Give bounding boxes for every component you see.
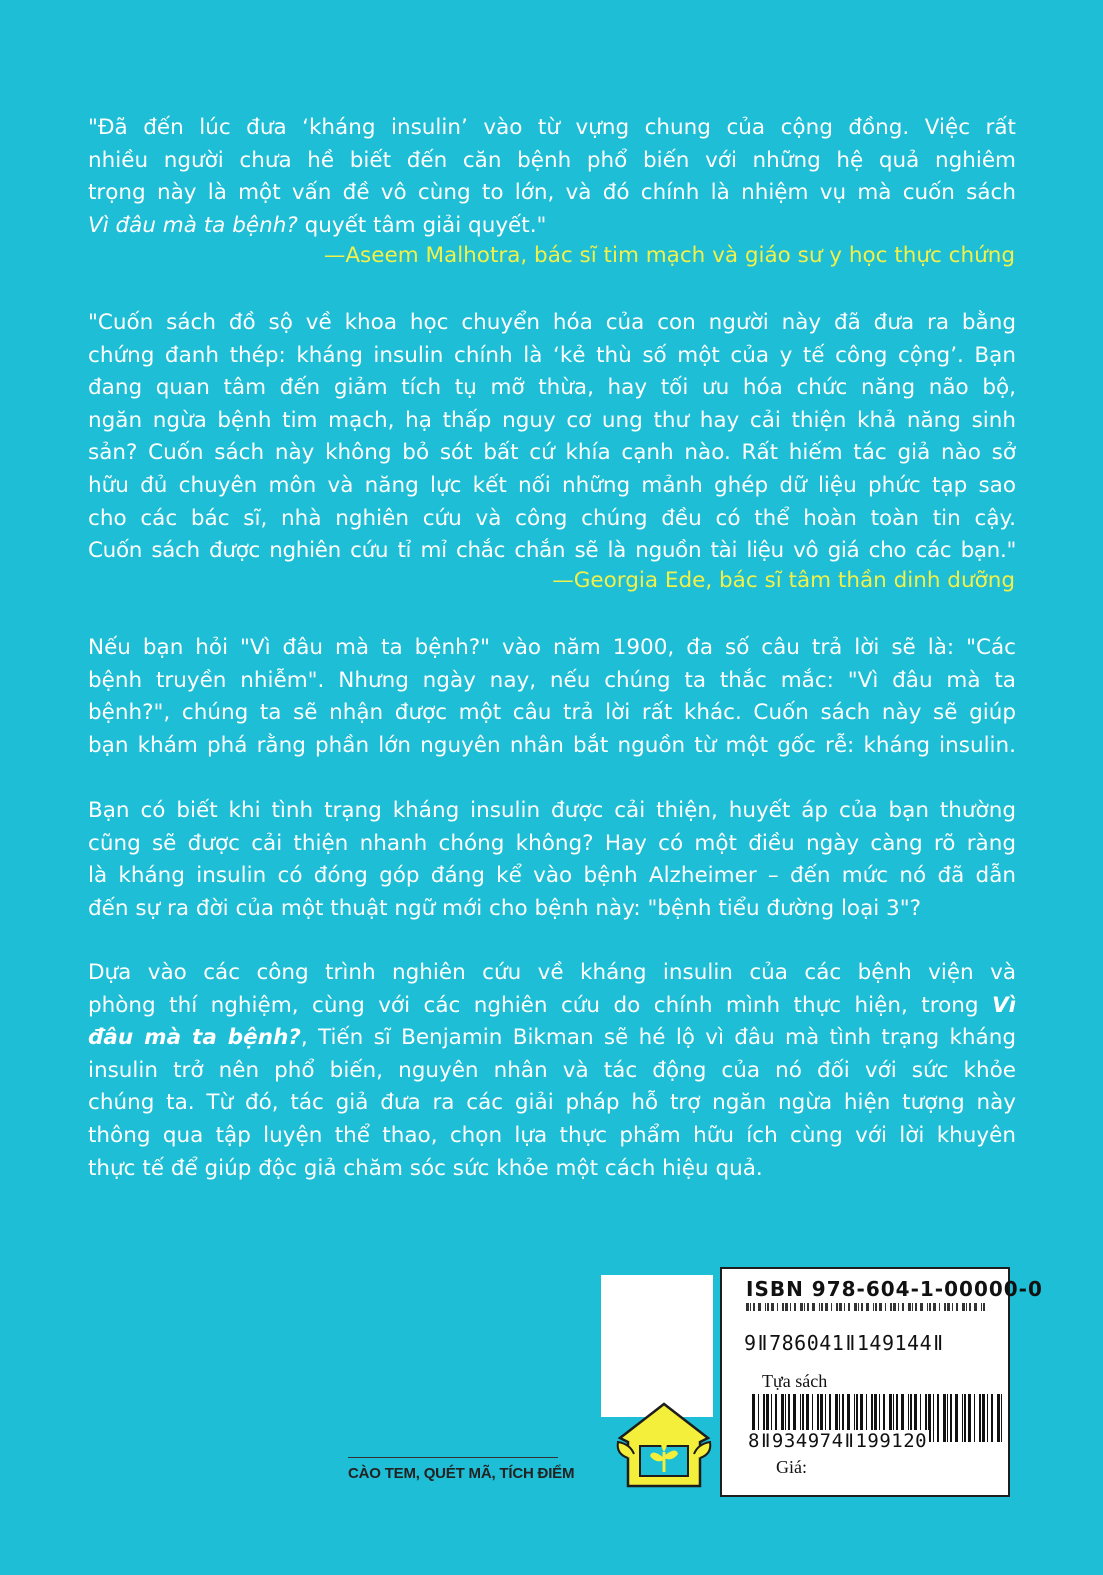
text-line: Cuốn sách được nghiên cứu tỉ mỉ chắc chắn sẽ là nguồn tài liệu vô giá cho các bạn." — [88, 538, 1016, 564]
ean-barcode-digits: 8ǁ934974ǁ199120 — [748, 1430, 928, 1452]
text-line: bệnh truyền nhiễm". Nhưng ngày nay, nếu chúng ta thắc mắc: "Vì đâu mà ta — [88, 667, 1016, 693]
isbn-barcode-digits: 9ǁ786041ǁ149144ǁ — [744, 1331, 945, 1355]
book-title: đâu mà ta bệnh? — [88, 1025, 301, 1051]
title-label: Tựa sách — [762, 1371, 828, 1391]
text-line: bệnh?", chúng ta sẽ nhận được một câu trả lời rất khác. Cuốn sách này sẽ giúp — [88, 700, 1016, 726]
quote-malhotra — [88, 112, 1016, 242]
text-line: "Cuốn sách đồ sộ về khoa học chuyển hóa của con người này đã đưa ra bằng — [88, 310, 1016, 335]
text-line: "Đã đến lúc đưa ‘kháng insulin’ vào từ vựng chung của cộng đồng. Việc rất — [88, 115, 1016, 140]
text-line: ngăn ngừa bệnh tim mạch, hạ thấp nguy cơ ung thư hay cải thiện khả năng sinh — [88, 407, 1016, 433]
text-line: sản? Cuốn sách này không bỏ sót bất cứ khía cạnh nào. Rất hiếm tác giả nào sở — [88, 440, 1016, 466]
text-line: insulin trở nên phổ biến, nguyên nhân và tác động của nó đối với sức khỏe — [88, 1057, 1016, 1083]
text-line: bạn khám phá rằng phần lớn nguyên nhân bắt nguồn từ một gốc rễ: kháng insulin. — [88, 732, 1016, 758]
sticker-area — [601, 1275, 713, 1417]
book-title: Vì — [991, 992, 1016, 1018]
text-span: phòng thí nghiệm, cùng với các nghiên cứu do chính mình thực hiện, trong — [88, 992, 992, 1018]
text-line: là kháng insulin có đóng góp đáng kể vào bệnh Alzheimer – đến mức nó đã dẫn — [88, 863, 1016, 889]
barcode-panel — [720, 1267, 1043, 1497]
text-line: hữu đủ chuyên môn và năng lực kết nối những mảnh ghép dữ liệu phức tạp sao — [88, 472, 1016, 498]
text-line: trọng này là một vấn đề vô cùng to lớn, và đó chính là nhiệm vụ mà cuốn sách — [88, 180, 1016, 206]
quote-ede — [88, 307, 1016, 568]
text-line: nhiều người chưa hề biết đến căn bệnh phổ biến với những hệ quả nghiêm — [88, 147, 1016, 173]
text-line: chúng ta. Từ đó, tác giả đưa ra các giải pháp hỗ trợ ngăn ngừa hiện tượng này — [88, 1090, 1016, 1116]
text-line: Bạn có biết khi tình trạng kháng insulin được cải thiện, huyết áp của bạn thường — [88, 798, 1016, 823]
text-line — [88, 990, 1016, 1023]
attribution-ede: —Georgia Ede, bác sĩ tâm thần dinh dưỡng — [552, 568, 1015, 593]
text-line: đến sự ra đời của một thuật ngữ mới cho bệnh này: "bệnh tiểu đường loại 3"? — [88, 895, 922, 921]
text-span: , Tiến sĩ Benjamin Bikman sẽ hé lộ vì đâu mà tình trạng kháng — [300, 1025, 1016, 1051]
paragraph-intro — [88, 632, 1016, 762]
stamp-divider — [348, 1457, 558, 1458]
isbn-text: ISBN 978-604-1-00000-0 — [746, 1277, 1043, 1301]
text-line: cũng sẽ được cải thiện nhanh chóng không? Hay có một điều ngày càng rõ ràng — [88, 830, 1016, 856]
attribution-malhotra: —Aseem Malhotra, bác sĩ tim mạch và giáo sư y học thực chứng — [323, 243, 1015, 268]
text-line — [88, 210, 1016, 243]
text-line: Nếu bạn hỏi "Vì đâu mà ta bệnh?" vào năm 1900, đa số câu trả lời sẽ là: "Các — [88, 635, 1016, 660]
price-label: Giá: — [776, 1457, 807, 1477]
text-line: đang quan tâm đến giảm tích tụ mỡ thừa, hay tối ưu hóa chức năng não bộ, — [88, 375, 1016, 401]
paragraph-book-summary — [88, 957, 1016, 1185]
text-line: thực tế để giúp độc giả chăm sóc sức khỏe một cách hiệu quả. — [88, 1155, 763, 1181]
text-line: chứng đanh thép: kháng insulin chính là ‘kẻ thù số một của y tế công cộng’. Bạn — [88, 342, 1016, 368]
text-line: thông qua tập luyện thể thao, chọn lựa thực phẩm hữu ích cùng với lời khuyên — [88, 1122, 1016, 1148]
text-line: cho các bác sĩ, nhà nghiên cứu và công chúng đều có thể hoàn toàn tin cậy. — [88, 505, 1016, 531]
publisher-logo-icon — [612, 1398, 716, 1494]
text-line: Dựa vào các công trình nghiên cứu về kháng insulin của các bệnh viện và — [88, 960, 1016, 985]
paragraph-alzheimer — [88, 795, 1016, 925]
scratch-stamp-label: CÀO TEM, QUÉT MÃ, TÍCH ĐIỂM — [348, 1465, 575, 1482]
book-title: Vì đâu mà ta bệnh? — [88, 212, 298, 238]
text-span: quyết tâm giải quyết." — [297, 212, 547, 238]
isbn-barcode-top-icon — [746, 1303, 986, 1311]
text-line — [88, 1022, 1016, 1055]
